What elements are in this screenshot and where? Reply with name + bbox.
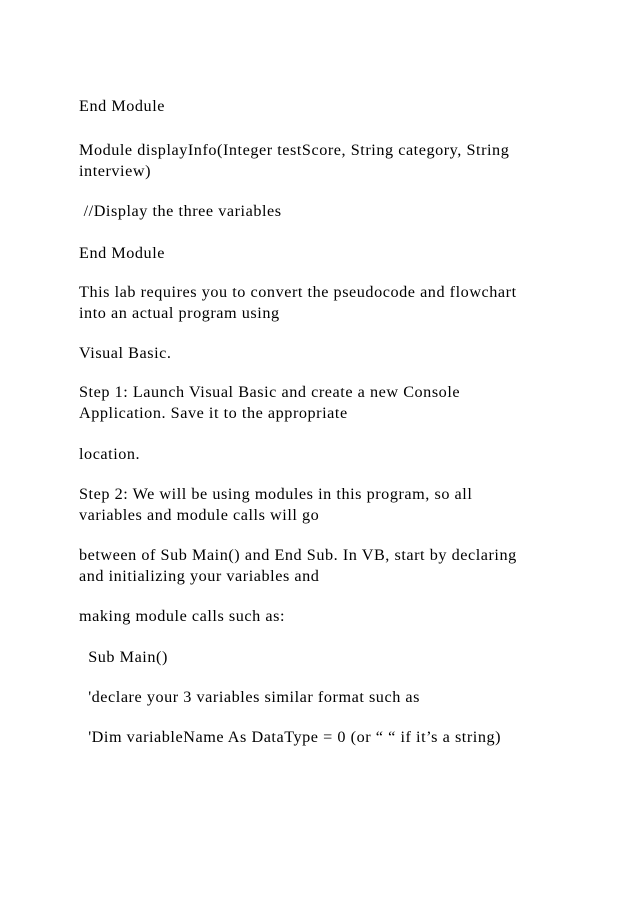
code-line-declare-comment: 'declare your 3 variables similar format such as bbox=[79, 688, 421, 706]
paragraph-step-2: Step 2: We will be using modules in this program, so all variables and module calls will go bbox=[79, 485, 473, 524]
paragraph-visual-basic: Visual Basic. bbox=[79, 344, 172, 362]
paragraph-step-1: Step 1: Launch Visual Basic and create a new Console Application. Save it to the appropriate bbox=[79, 383, 461, 422]
paragraph-lab-requirement: This lab requires you to convert the pseudocode and flowchart into an actual program using bbox=[79, 283, 517, 322]
code-line-sub-main: Sub Main() bbox=[79, 648, 168, 666]
paragraph-end-module-2: End Module bbox=[79, 244, 165, 262]
paragraph-display-comment: //Display the three variables bbox=[79, 202, 282, 220]
paragraph-module-calls: making module calls such as: bbox=[79, 607, 286, 625]
paragraph-sub-main-explanation: between of Sub Main() and End Sub. In VB, start by declaring and initializing your variables and bbox=[79, 546, 517, 585]
code-line-dim-comment: 'Dim variableName As DataType = 0 (or “ “ if it’s a string) bbox=[79, 728, 502, 746]
paragraph-module-displayinfo: Module displayInfo(Integer testScore, String category, String interview) bbox=[79, 141, 510, 180]
paragraph-location: location. bbox=[79, 445, 141, 463]
paragraph-end-module-1: End Module bbox=[79, 97, 165, 115]
